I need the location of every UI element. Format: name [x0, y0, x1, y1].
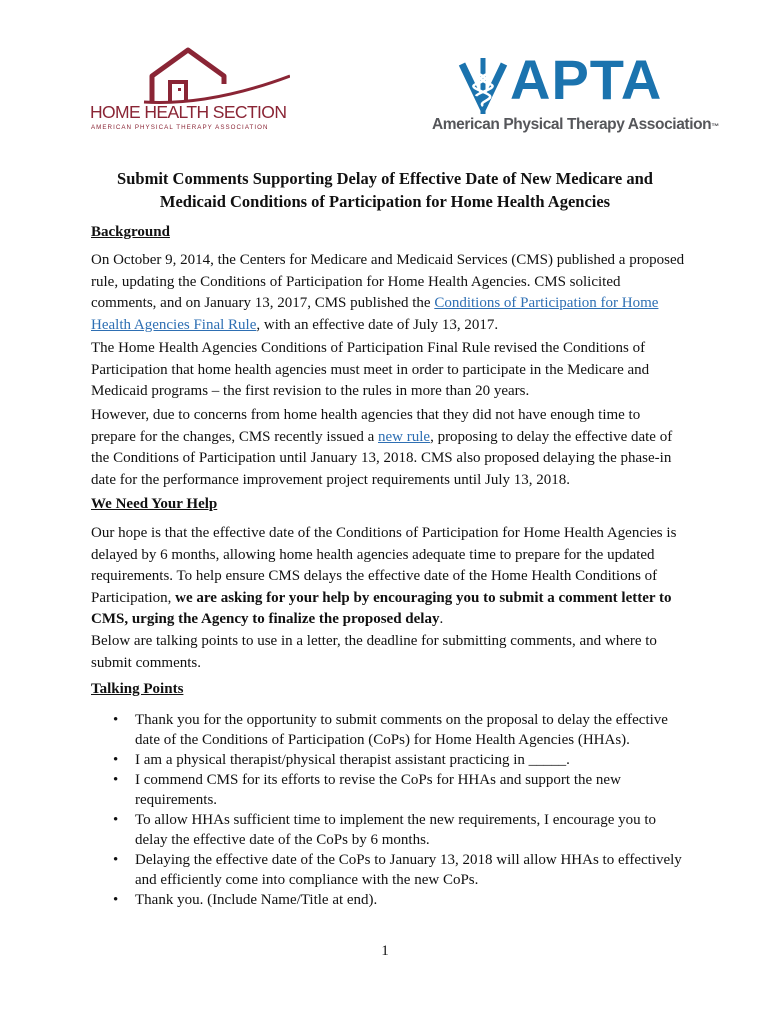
apta-name-text: American Physical Therapy Association — [432, 116, 712, 133]
help-heading: We Need Your Help — [91, 496, 218, 512]
cop-final-rule-link[interactable]: Conditions of Participation for Home Health Agencies Final Rule — [91, 295, 659, 333]
list-item — [91, 810, 686, 850]
title-line-1: Submit Comments Supporting Delay of Effective Date of New Medicare and — [117, 169, 653, 188]
background-p1-text: On October 9, 2014, the Centers for Medicare and Medicaid Services (CMS) published a proposed rule, updating the Conditions of Participation for Home Health Agencies. CMS solicited comments, and on January 13, 2017, CMS published the — [91, 252, 685, 312]
help-paragraph-1 — [91, 523, 686, 631]
background-p3-text: However, due to concerns from home health agencies that they did not have enough time to prepare for the changes, CMS recently issued a — [91, 407, 641, 445]
home-health-section-subtitle: AMERICAN PHYSICAL THERAPY ASSOCIATION — [91, 124, 269, 131]
background-paragraph-2: The Home Health Agencies Conditions of Participation Final Rule revised the Conditions of Participation that home health agencies must meet in order to participate in the Medicare and Medicaid programs – the first revision to the rules in more than 20 years. — [91, 340, 650, 400]
help-p1-period: . — [439, 611, 444, 628]
document-title — [60, 167, 710, 213]
talking-points-list — [91, 710, 686, 910]
help-p1-bold-request: we are asking for your help by encouraging you to submit a comment letter to CMS, urging the Agency to finalize the proposed delay — [91, 589, 672, 628]
talking-point-text: I commend CMS for its efforts to revise the CoPs for HHAs and support the new requirements. — [135, 772, 621, 808]
list-item — [91, 850, 686, 890]
list-item — [91, 890, 686, 910]
new-rule-link[interactable]: new rule — [378, 428, 431, 445]
background-p3-text-end: , proposing to delay the effective date of the Conditions of Participation until January 13, 2018. CMS also proposed delaying the phase-in date for the performance improvement project requirements until July 13, 2018. — [91, 428, 673, 488]
help-paragraph-2: Below are talking points to use in a letter, the deadline for submitting comments, and where to submit comments. — [91, 633, 657, 671]
list-item — [91, 770, 686, 810]
apta-wordmark: APTA — [510, 48, 663, 111]
bullet-icon: • — [113, 752, 119, 768]
list-item — [91, 710, 686, 750]
apta-full-name — [432, 116, 719, 134]
bullet-icon: • — [113, 812, 119, 828]
bullet-icon: • — [113, 712, 119, 728]
page-number: 1 — [381, 943, 389, 959]
talking-point-text: Delaying the effective date of the CoPs to January 13, 2018 will allow HHAs to effectively and efficiently come into compliance with the new CoPs. — [135, 852, 682, 888]
background-p1-text-end: , with an effective date of July 13, 2017. — [256, 316, 499, 333]
house-icon — [140, 46, 290, 104]
talking-point-text: To allow HHAs sufficient time to implement the new requirements, I encourage you to delay the effective date of the CoPs by 6 months. — [135, 812, 657, 848]
title-line-2: Medicaid Conditions of Participation for Home Health Agencies — [159, 192, 611, 211]
apta-logo — [432, 48, 719, 136]
talking-point-text: Thank you for the opportunity to submit comments on the proposal to delay the effective date of the Conditions of Participation (CoPs) for Home Health Agencies (HHAs). — [135, 712, 668, 748]
background-paragraph-1 — [91, 250, 686, 336]
list-item — [91, 750, 686, 770]
talking-points-heading: Talking Points — [91, 681, 184, 697]
background-heading: Background — [91, 224, 170, 240]
talking-point-text: Thank you. (Include Name/Title at end). — [135, 892, 378, 908]
home-health-section-title: HOME HEALTH SECTION — [90, 102, 287, 122]
bullet-icon: • — [113, 852, 119, 868]
background-paragraph-3 — [91, 405, 686, 491]
trademark-symbol: ™ — [711, 122, 719, 131]
home-health-section-logo — [88, 44, 288, 134]
caduceus-icon — [458, 58, 508, 114]
talking-point-text: I am a physical therapist/physical therapist assistant practicing in _____. — [135, 752, 570, 768]
help-p1-text: Our hope is that the effective date of the Conditions of Participation for Home Health Agencies is delayed by 6 months, allowing home health agencies adequate time to prepare for the updated requirements. To help ensure CMS delays the effective date of the Home Health Conditions of Participation, — [91, 525, 677, 606]
bullet-icon: • — [113, 892, 119, 908]
bullet-icon: • — [113, 772, 119, 788]
